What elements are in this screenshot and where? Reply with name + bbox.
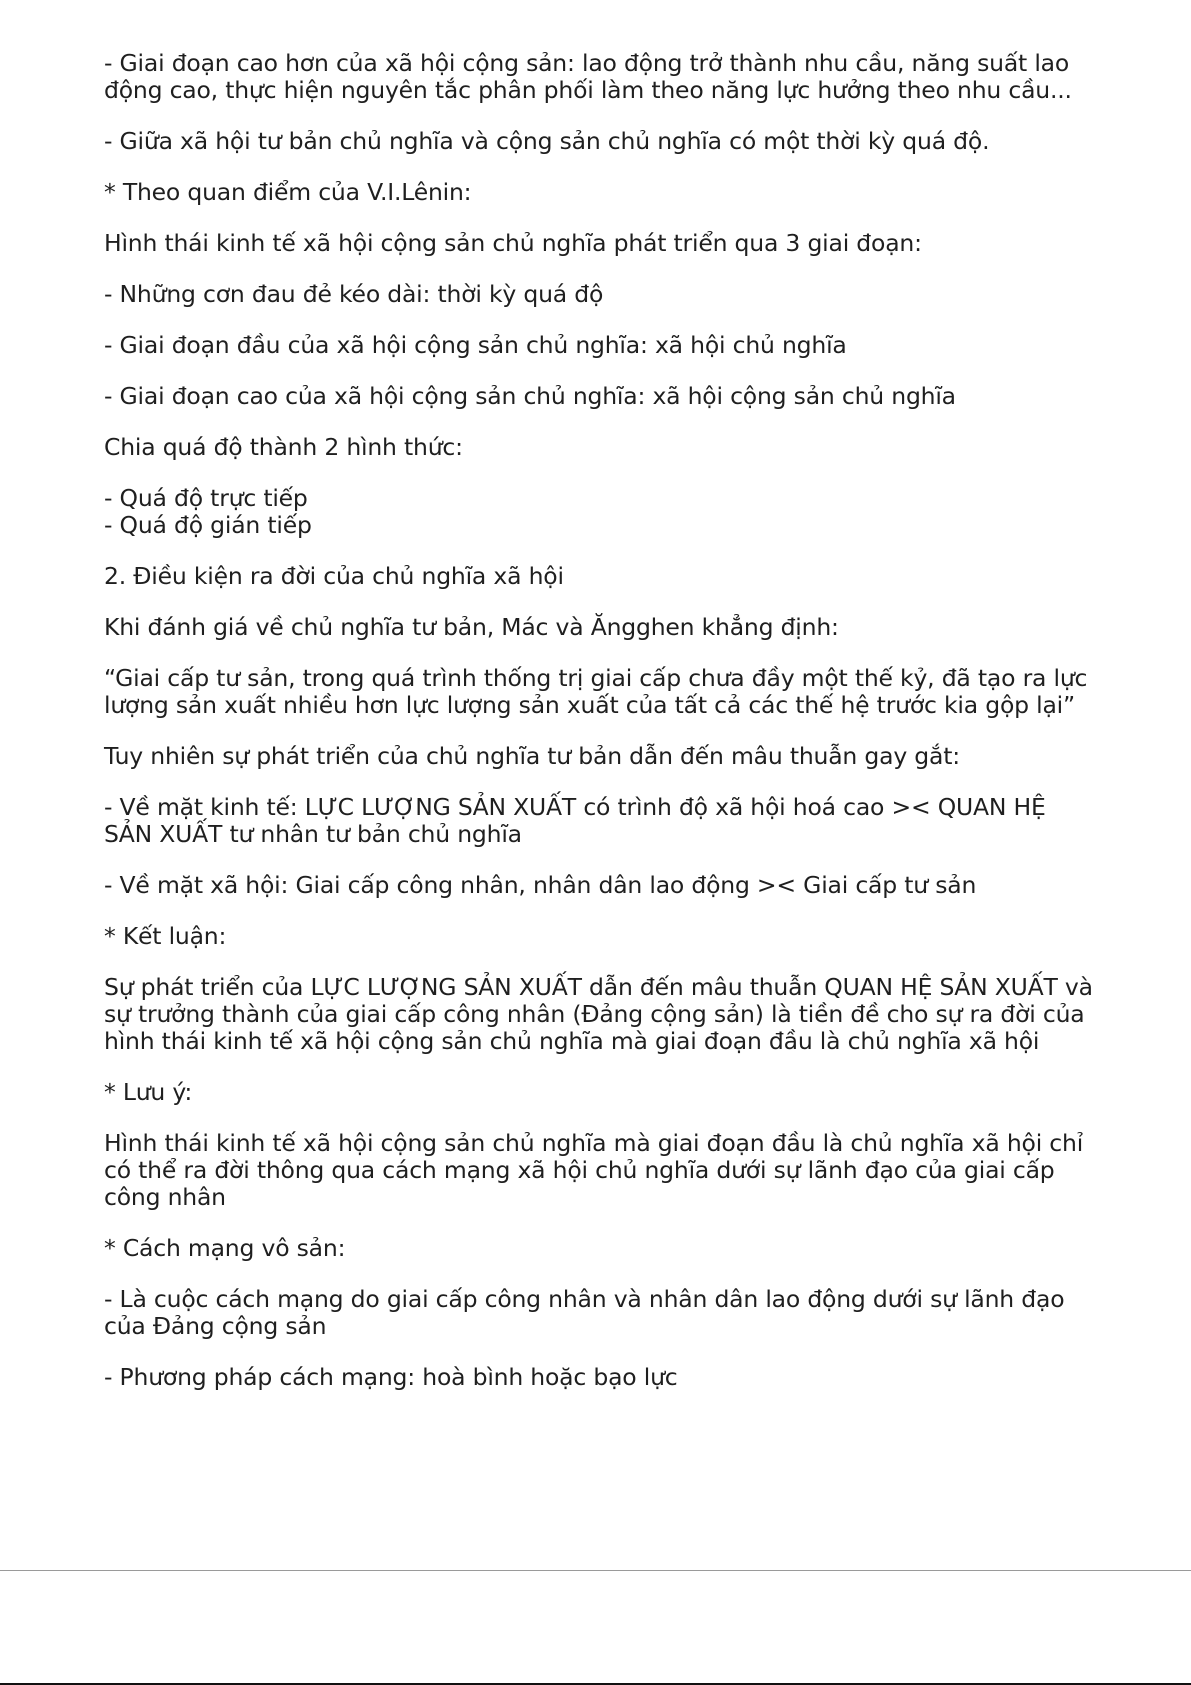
paragraph-conclusion: Sự phát triển của LỰC LƯỢNG SẢN XUẤT dẫn đến mâu thuẫn QUAN HỆ SẢN XUẤT và sự trưởng thành của giai cấp công nhân (Đảng cộng sản) là tiền đề cho sự ra đời của hình thái kinh tế xã hội cộng sản chủ nghĩa mà giai đoạn đầu là chủ nghĩa xã hội xyxy=(104,973,1101,1055)
paragraph-two-forms: Chia quá độ thành 2 hình thức: xyxy=(104,433,463,461)
paragraph-three-stages: Hình thái kinh tế xã hội cộng sản chủ nghĩa phát triển qua 3 giai đoạn: xyxy=(104,229,922,257)
quote-bourgeoisie: “Giai cấp tư sản, trong quá trình thống trị giai cấp chưa đầy một thế kỷ, đã tạo ra lực lượng sản xuất nhiều hơn lực lượng sản xuất của tất cả các thế hệ trước kia gộp lại” xyxy=(104,664,1095,719)
list-item-revolution-definition: - Là cuộc cách mạng do giai cấp công nhân và nhân dân lao động dưới sự lãnh đạo của Đảng cộng sản xyxy=(104,1285,1072,1340)
paragraph-marx-engels-assessment: Khi đánh giá về chủ nghĩa tư bản, Mác và Ăngghen khẳng định: xyxy=(104,613,839,641)
list-item-economic-contradiction: - Về mặt kinh tế: LỰC LƯỢNG SẢN XUẤT có trình độ xã hội hoá cao >< QUAN HỆ SẢN XUẤT tư nhân tư bản chủ nghĩa xyxy=(104,793,1053,848)
paragraph-contradictions: Tuy nhiên sự phát triển của chủ nghĩa tư bản dẫn đến mâu thuẫn gay gắt: xyxy=(104,742,960,770)
heading-note: * Lưu ý: xyxy=(104,1078,193,1106)
document-body xyxy=(104,49,1101,1415)
list-item-social-contradiction: - Về mặt xã hội: Giai cấp công nhân, nhân dân lao động >< Giai cấp tư sản xyxy=(104,871,977,899)
heading-lenin-view: * Theo quan điểm của V.I.Lênin: xyxy=(104,178,472,206)
list-transition-forms: - Quá độ trực tiếp - Quá độ gián tiếp xyxy=(104,484,312,539)
paragraph-transition-period: - Giữa xã hội tư bản chủ nghĩa và cộng sản chủ nghĩa có một thời kỳ quá độ. xyxy=(104,127,990,155)
paragraph-note: Hình thái kinh tế xã hội cộng sản chủ nghĩa mà giai đoạn đầu là chủ nghĩa xã hội chỉ có thể ra đời thông qua cách mạng xã hội chủ nghĩa dưới sự lãnh đạo của giai cấp công nhân xyxy=(104,1129,1091,1211)
list-item-stage-three: - Giai đoạn cao của xã hội cộng sản chủ nghĩa: xã hội cộng sản chủ nghĩa xyxy=(104,382,956,410)
list-item-revolution-method: - Phương pháp cách mạng: hoà bình hoặc bạo lực xyxy=(104,1363,678,1391)
paragraph-communist-higher-stage: - Giai đoạn cao hơn của xã hội cộng sản: lao động trở thành nhu cầu, năng suất lao động cao, thực hiện nguyên tắc phân phối làm theo năng lực hưởng theo nhu cầu... xyxy=(104,49,1077,104)
heading-conclusion: * Kết luận: xyxy=(104,922,227,950)
list-item-stage-one: - Những cơn đau đẻ kéo dài: thời kỳ quá độ xyxy=(104,280,604,308)
list-item-stage-two: - Giai đoạn đầu của xã hội cộng sản chủ nghĩa: xã hội chủ nghĩa xyxy=(104,331,847,359)
section-heading-conditions: 2. Điều kiện ra đời của chủ nghĩa xã hội xyxy=(104,562,564,590)
heading-proletarian-revolution: * Cách mạng vô sản: xyxy=(104,1234,346,1262)
page-divider xyxy=(0,1570,1191,1571)
